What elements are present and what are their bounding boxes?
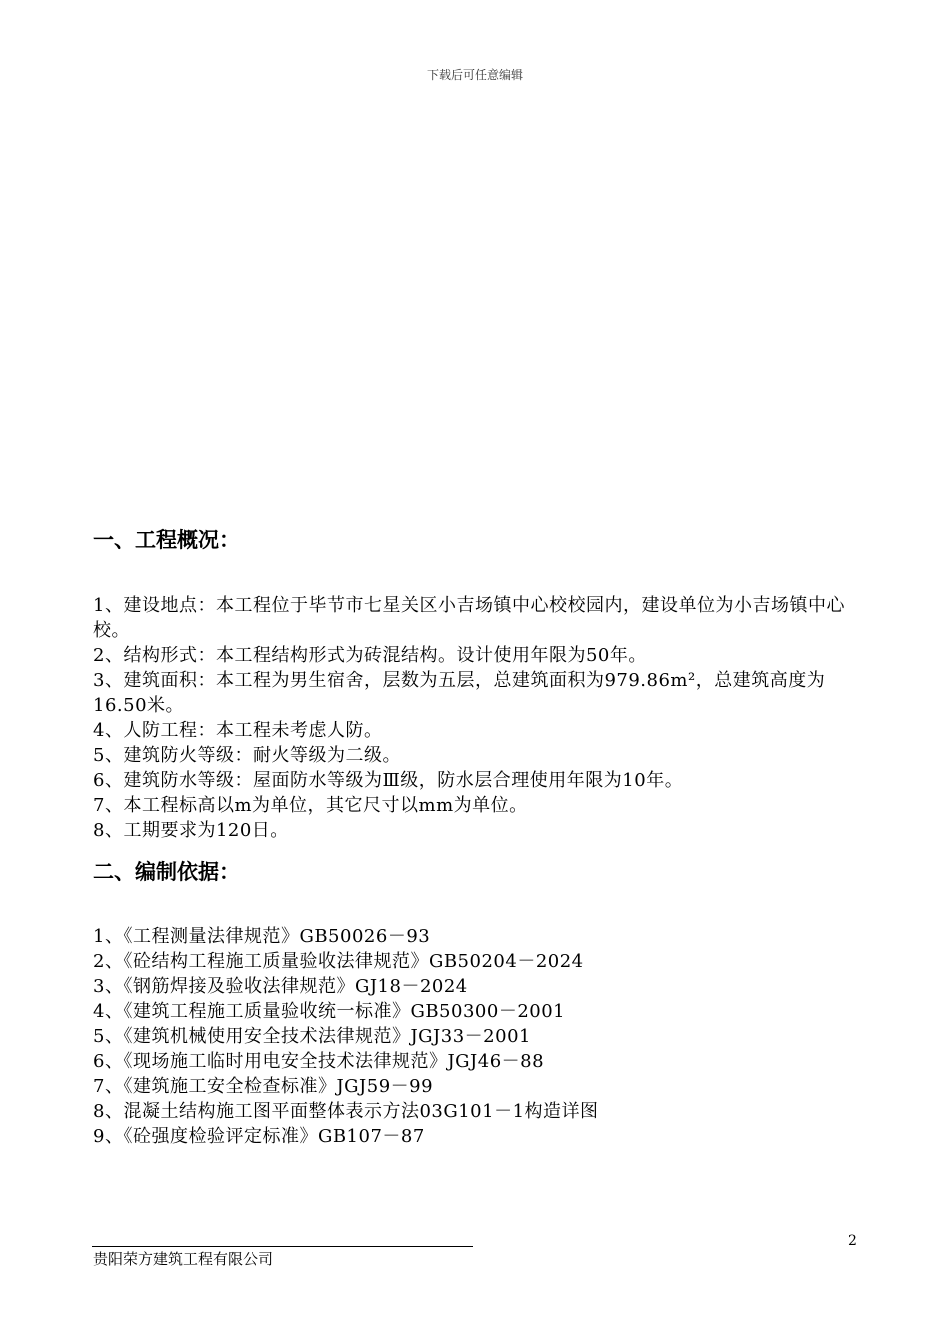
footer-divider [92, 1246, 473, 1247]
list-item: 1、《工程测量法律规范》GB50026－93 [93, 926, 431, 947]
item-list [93, 924, 868, 1149]
section-title: 二、编制依据： [93, 860, 240, 884]
list-item: 1、建设地点：本工程位于毕节市七星关区小吉场镇中心校校园内，建设单位为小吉场镇中心校。 [93, 595, 845, 641]
list-item: 8、工期要求为120日。 [93, 820, 289, 841]
list-item: 7、《建筑施工安全检查标准》JGJ59－99 [93, 1076, 434, 1097]
list-item: 8、混凝土结构施工图平面整体表示方法03G101－1构造详图 [93, 1101, 599, 1122]
item-list [93, 593, 868, 843]
list-item: 2、《砼结构工程施工质量验收法律规范》GB50204－2024 [93, 951, 584, 972]
footer-company-name: 贵阳荣方建筑工程有限公司 [93, 1250, 274, 1268]
list-item: 4、《建筑工程施工质量验收统一标准》GB50300－2001 [93, 1001, 566, 1022]
section-title: 一、工程概况： [93, 528, 240, 552]
list-item: 4、人防工程：本工程未考虑人防。 [93, 720, 383, 741]
list-item: 6、建筑防水等级：屋面防水等级为Ⅲ级，防水层合理使用年限为10年。 [93, 770, 684, 791]
header-note: 下载后可任意编辑 [426, 68, 523, 82]
list-item: 5、《建筑机械使用安全技术法律规范》JGJ33－2001 [93, 1026, 531, 1047]
list-item: 3、建筑面积：本工程为男生宿舍，层数为五层，总建筑面积为979.86m²，总建筑高度为16.50米。 [93, 670, 826, 716]
page-number: 2 [848, 1233, 857, 1249]
list-item: 7、本工程标高以m为单位，其它尺寸以mm为单位。 [93, 795, 528, 816]
list-item: 5、建筑防火等级：耐火等级为二级。 [93, 745, 401, 766]
list-item: 9、《砼强度检验评定标准》GB107－87 [93, 1126, 425, 1147]
list-item: 6、《现场施工临时用电安全技术法律规范》JGJ46－88 [93, 1051, 545, 1072]
list-item: 3、《钢筋焊接及验收法律规范》GJ18－2024 [93, 976, 468, 997]
section-compilation-basis [93, 858, 868, 1149]
section-project-overview [93, 526, 868, 843]
list-item: 2、结构形式：本工程结构形式为砖混结构。设计使用年限为50年。 [93, 645, 647, 666]
